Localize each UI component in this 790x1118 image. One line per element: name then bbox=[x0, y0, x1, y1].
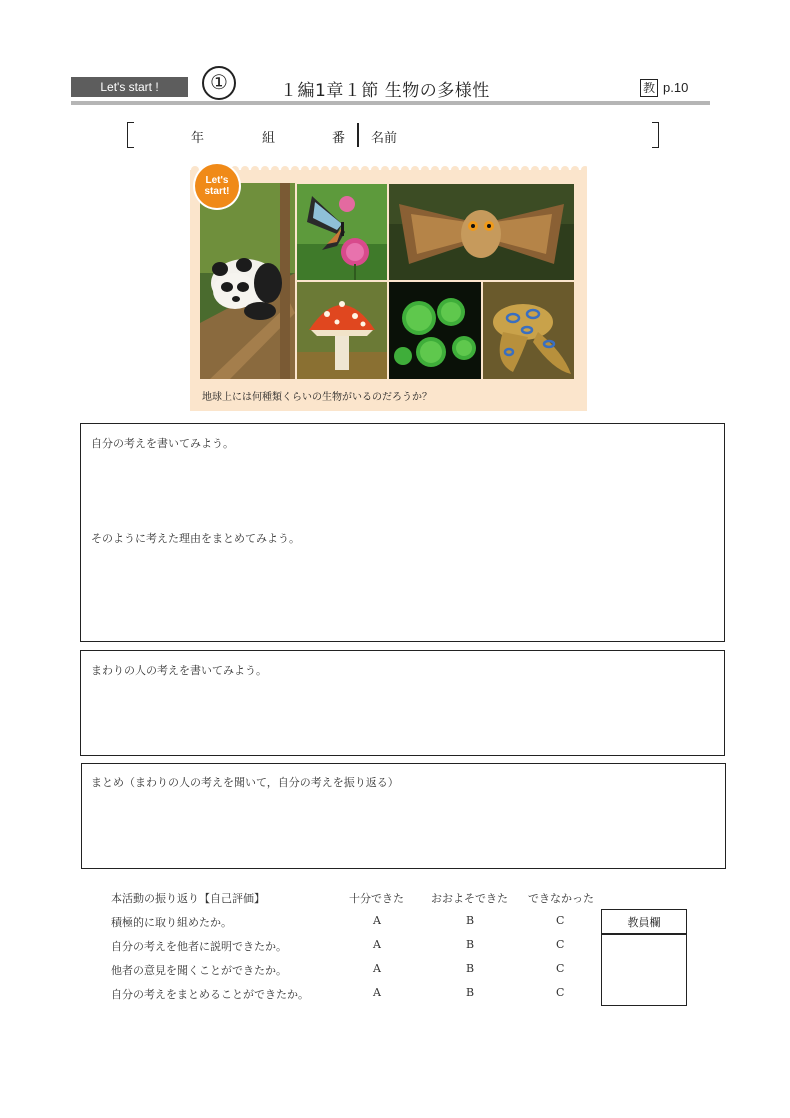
reflection-row-label: 自分の考えを他者に説明できたか。 bbox=[111, 940, 287, 953]
lesson-number: ① bbox=[202, 66, 236, 100]
rating-a[interactable]: A bbox=[373, 914, 381, 927]
rating-b[interactable]: B bbox=[466, 986, 475, 999]
right-bracket bbox=[652, 122, 659, 148]
textbook-mark: 教 bbox=[640, 79, 658, 97]
rating-b[interactable]: B bbox=[466, 962, 475, 975]
rating-c[interactable]: C bbox=[556, 938, 565, 951]
class-label: 組 bbox=[262, 131, 276, 146]
reflection-row-label: 自分の考えをまとめることができたか。 bbox=[111, 988, 309, 1001]
rating-c[interactable]: C bbox=[556, 986, 565, 999]
year-label: 年 bbox=[191, 131, 205, 146]
own-idea-prompt: 自分の考えを書いてみよう。 bbox=[91, 437, 234, 450]
name-label: 名前 bbox=[371, 131, 398, 146]
photo-caption: 地球上には何種類くらいの生物がいるのだろうか？ bbox=[202, 392, 432, 403]
rating-b[interactable]: B bbox=[466, 938, 475, 951]
rating-c[interactable]: C bbox=[556, 914, 565, 927]
organism-photo-panel bbox=[190, 160, 587, 411]
others-idea-prompt: まわりの人の考えを書いてみよう。 bbox=[91, 664, 267, 677]
mushroom-photo bbox=[297, 282, 387, 379]
rating-a[interactable]: A bbox=[373, 986, 381, 999]
left-bracket bbox=[127, 122, 134, 148]
octopus-photo bbox=[483, 282, 574, 379]
column-header-mostly: おおよそできた bbox=[431, 892, 508, 905]
column-header-not: できなかった bbox=[528, 892, 594, 905]
reflection-heading: 本活動の振り返り【自己評価】 bbox=[111, 892, 265, 905]
butterfly-photo bbox=[297, 184, 387, 280]
summary-prompt: まとめ（まわりの人の考えを聞いて，自分の考えを振り返る） bbox=[91, 776, 399, 789]
staff-label: 教員欄 bbox=[627, 916, 661, 929]
name-divider bbox=[357, 123, 359, 147]
reason-prompt: そのように考えた理由をまとめてみよう。 bbox=[91, 532, 300, 545]
rating-b[interactable]: B bbox=[466, 914, 475, 927]
sticker-line-1: Let's bbox=[205, 175, 229, 186]
page-title: １編1章１節 生物の多様性 bbox=[280, 81, 490, 101]
panda-photo bbox=[200, 183, 295, 379]
rating-a[interactable]: A bbox=[373, 962, 381, 975]
volvox-photo bbox=[389, 282, 481, 379]
staff-box-divider bbox=[601, 933, 687, 935]
reflection-row-label: 積極的に取り組めたか。 bbox=[111, 916, 232, 929]
reflection-row-label: 他者の意見を聞くことができたか。 bbox=[111, 964, 287, 977]
number-label: 番 bbox=[332, 131, 346, 146]
lets-start-badge: Let's start ! bbox=[71, 77, 188, 97]
owl-photo bbox=[389, 184, 574, 280]
lets-start-sticker bbox=[195, 164, 239, 208]
notebook-edge bbox=[190, 160, 587, 170]
column-header-full: 十分できた bbox=[349, 892, 404, 905]
rating-a[interactable]: A bbox=[373, 938, 381, 951]
rating-c[interactable]: C bbox=[556, 962, 565, 975]
page-reference: p.10 bbox=[663, 80, 689, 95]
sticker-line-2: start! bbox=[204, 186, 230, 197]
header-rule bbox=[71, 101, 710, 105]
